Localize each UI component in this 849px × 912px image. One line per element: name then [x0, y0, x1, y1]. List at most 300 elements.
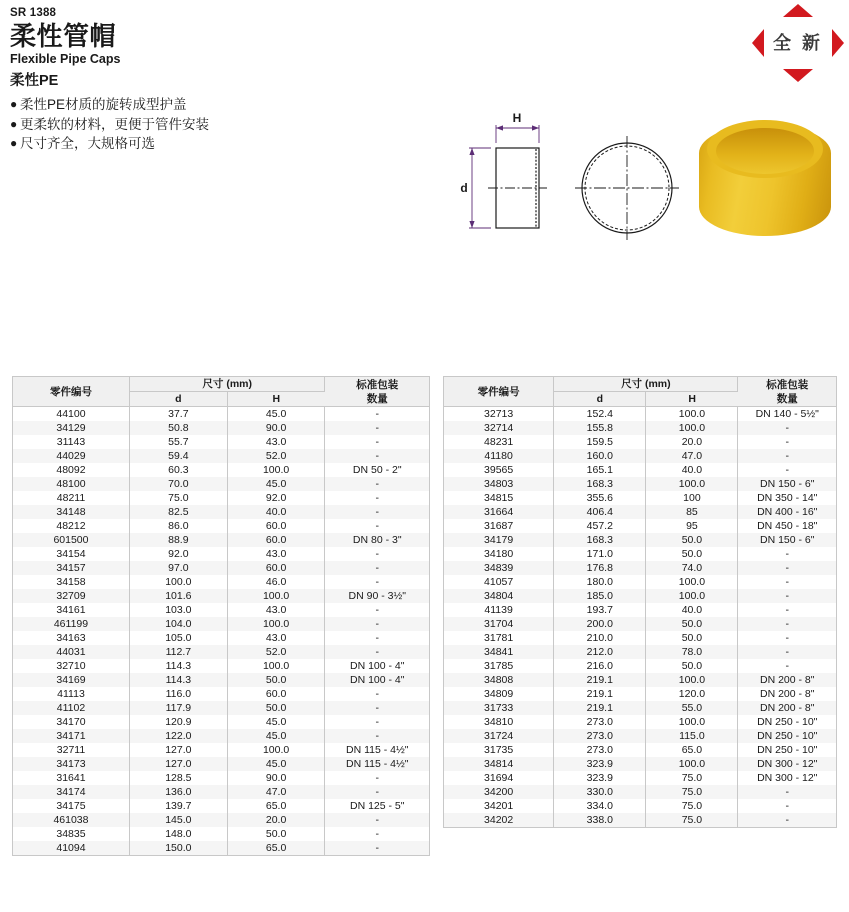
cell-dimension-d: 82.5 [129, 505, 227, 519]
cell-dimension-h: 120.0 [646, 687, 738, 701]
cap-interior [716, 128, 814, 174]
cell-part-number: 34808 [444, 673, 554, 687]
cell-part-number: 48231 [444, 435, 554, 449]
cell-part-number: 48100 [13, 477, 129, 491]
bullet-icon: ● [10, 136, 18, 150]
drawing-svg [455, 105, 685, 265]
cell-part-number: 34202 [444, 813, 554, 827]
cell-packaging-qty: - [738, 785, 836, 799]
cell-part-number: 34173 [13, 757, 129, 771]
table-body [444, 407, 836, 828]
feature-label: 柔性PE材质的旋转成型护盖 [20, 97, 187, 112]
cell-dimension-d: 127.0 [129, 743, 227, 757]
cell-dimension-d: 120.9 [129, 715, 227, 729]
cell-part-number: 34169 [13, 673, 129, 687]
cell-packaging-qty: - [325, 827, 429, 841]
h-arrow-right-icon [532, 125, 539, 130]
cell-packaging-qty: - [325, 435, 429, 449]
cell-part-number: 34841 [444, 645, 554, 659]
cell-dimension-h: 45.0 [227, 757, 325, 771]
cell-dimension-d: 122.0 [129, 729, 227, 743]
cell-dimension-d: 150.0 [129, 841, 227, 855]
cell-packaging-qty: DN 300 - 12" [738, 771, 836, 785]
table-row [13, 505, 429, 519]
cell-dimension-h: 100.0 [646, 575, 738, 589]
cell-part-number: 31704 [444, 617, 554, 631]
cell-dimension-d: 273.0 [554, 715, 646, 729]
cell-dimension-h: 75.0 [646, 771, 738, 785]
cell-dimension-d: 155.8 [554, 421, 646, 435]
packaging-line-1: 标准包装 [766, 378, 809, 391]
table-row [13, 421, 429, 435]
table-row [444, 785, 836, 799]
cell-packaging-qty: - [325, 813, 429, 827]
new-badge [750, 2, 846, 84]
cell-dimension-d: 406.4 [554, 505, 646, 519]
cell-part-number: 41094 [13, 841, 129, 855]
cell-dimension-d: 210.0 [554, 631, 646, 645]
table-body [13, 407, 429, 856]
cell-dimension-d: 273.0 [554, 743, 646, 757]
table-row [444, 505, 836, 519]
cell-packaging-qty: - [325, 449, 429, 463]
table-row [444, 617, 836, 631]
table-row [13, 477, 429, 491]
cell-dimension-d: 338.0 [554, 813, 646, 827]
cell-part-number: 31687 [444, 519, 554, 533]
cell-dimension-h: 20.0 [227, 813, 325, 827]
feature-list [10, 95, 490, 154]
cell-dimension-h: 40.0 [646, 463, 738, 477]
cell-dimension-h: 47.0 [227, 785, 325, 799]
cell-packaging-qty: - [325, 491, 429, 505]
col-header-part-number: 零件编号 [13, 377, 129, 407]
cell-dimension-d: 171.0 [554, 547, 646, 561]
cell-dimension-h: 78.0 [646, 645, 738, 659]
table-row [13, 673, 429, 687]
cell-dimension-h: 45.0 [227, 407, 325, 422]
cell-dimension-d: 148.0 [129, 827, 227, 841]
cell-packaging-qty: DN 350 - 14" [738, 491, 836, 505]
cell-part-number: 34157 [13, 561, 129, 575]
cell-part-number: 44031 [13, 645, 129, 659]
cell-part-number: 44029 [13, 449, 129, 463]
cell-packaging-qty: - [325, 687, 429, 701]
table-row [444, 435, 836, 449]
table-row [444, 743, 836, 757]
table-row [444, 547, 836, 561]
cell-dimension-d: 219.1 [554, 687, 646, 701]
cell-dimension-d: 50.8 [129, 421, 227, 435]
table-row [13, 561, 429, 575]
table-row [444, 407, 836, 422]
col-header-dimensions: 尺寸 (mm) [129, 377, 325, 392]
table-row [444, 421, 836, 435]
table-row [13, 771, 429, 785]
cell-dimension-d: 75.0 [129, 491, 227, 505]
feature-item [10, 115, 490, 135]
cell-dimension-d: 145.0 [129, 813, 227, 827]
cell-part-number: 34175 [13, 799, 129, 813]
cell-dimension-d: 152.4 [554, 407, 646, 422]
cell-dimension-h: 100.0 [646, 477, 738, 491]
cell-packaging-qty: DN 200 - 8" [738, 687, 836, 701]
table-row [13, 687, 429, 701]
cell-packaging-qty: - [738, 799, 836, 813]
cell-dimension-h: 65.0 [227, 841, 325, 855]
cell-packaging-qty: DN 115 - 4½" [325, 757, 429, 771]
cell-dimension-d: 112.7 [129, 645, 227, 659]
cell-packaging-qty: DN 115 - 4½" [325, 743, 429, 757]
cell-part-number: 32710 [13, 659, 129, 673]
cell-dimension-h: 50.0 [227, 701, 325, 715]
cell-dimension-d: 176.8 [554, 561, 646, 575]
table-row [13, 659, 429, 673]
table-row [13, 631, 429, 645]
cell-dimension-h: 65.0 [646, 743, 738, 757]
cell-dimension-d: 168.3 [554, 533, 646, 547]
col-header-part-number: 零件编号 [444, 377, 554, 407]
table-row [13, 533, 429, 547]
table-row [13, 785, 429, 799]
cell-dimension-h: 52.0 [227, 449, 325, 463]
cell-part-number: 34815 [444, 491, 554, 505]
table-row [444, 729, 836, 743]
triangle-up-icon [783, 4, 813, 17]
cell-dimension-h: 100.0 [646, 757, 738, 771]
table-row [13, 841, 429, 855]
cell-dimension-d: 168.3 [554, 477, 646, 491]
table-row [444, 645, 836, 659]
table-row [13, 813, 429, 827]
cell-packaging-qty: - [325, 645, 429, 659]
cell-dimension-d: 136.0 [129, 785, 227, 799]
table-row [444, 463, 836, 477]
cell-dimension-h: 60.0 [227, 687, 325, 701]
cell-part-number: 31733 [444, 701, 554, 715]
cell-part-number: 41180 [444, 449, 554, 463]
spec-table-right [443, 376, 837, 828]
table-row [13, 491, 429, 505]
cell-dimension-d: 101.6 [129, 589, 227, 603]
cell-part-number: 601500 [13, 533, 129, 547]
cell-packaging-qty: - [738, 645, 836, 659]
col-header-packaging [738, 377, 836, 407]
cell-dimension-d: 323.9 [554, 771, 646, 785]
table-row [444, 449, 836, 463]
cell-part-number: 34835 [13, 827, 129, 841]
cell-packaging-qty: - [738, 421, 836, 435]
cell-packaging-qty: DN 90 - 3½" [325, 589, 429, 603]
table-row [444, 687, 836, 701]
cell-part-number: 48211 [13, 491, 129, 505]
cell-part-number: 34814 [444, 757, 554, 771]
cell-packaging-qty: - [325, 771, 429, 785]
table-row [444, 771, 836, 785]
cell-dimension-d: 92.0 [129, 547, 227, 561]
cell-dimension-h: 46.0 [227, 575, 325, 589]
cell-part-number: 44100 [13, 407, 129, 422]
cell-dimension-h: 92.0 [227, 491, 325, 505]
cell-dimension-h: 50.0 [227, 827, 325, 841]
cell-packaging-qty: - [325, 505, 429, 519]
cell-dimension-h: 60.0 [227, 561, 325, 575]
page-title-en: Flexible Pipe Caps [10, 52, 121, 66]
table-row [13, 799, 429, 813]
table-row [13, 603, 429, 617]
cell-dimension-h: 60.0 [227, 519, 325, 533]
cell-packaging-qty: - [738, 449, 836, 463]
table-row [444, 589, 836, 603]
cell-packaging-qty: - [738, 547, 836, 561]
cell-dimension-d: 55.7 [129, 435, 227, 449]
table-row [444, 575, 836, 589]
cell-dimension-d: 100.0 [129, 575, 227, 589]
cell-dimension-d: 216.0 [554, 659, 646, 673]
cell-dimension-d: 180.0 [554, 575, 646, 589]
sr-code: SR 1388 [10, 7, 57, 19]
cell-dimension-h: 43.0 [227, 435, 325, 449]
cell-packaging-qty: DN 200 - 8" [738, 701, 836, 715]
table-row [13, 729, 429, 743]
cell-packaging-qty: - [325, 841, 429, 855]
col-header-dimensions: 尺寸 (mm) [554, 377, 738, 392]
cell-dimension-h: 100.0 [646, 421, 738, 435]
cell-part-number: 48092 [13, 463, 129, 477]
cell-packaging-qty: DN 80 - 3" [325, 533, 429, 547]
cell-part-number: 34170 [13, 715, 129, 729]
cell-part-number: 34154 [13, 547, 129, 561]
cell-dimension-h: 85 [646, 505, 738, 519]
cell-dimension-d: 70.0 [129, 477, 227, 491]
cell-packaging-qty: - [325, 407, 429, 422]
cell-part-number: 31724 [444, 729, 554, 743]
triangle-down-icon [783, 69, 813, 82]
cell-part-number: 461199 [13, 617, 129, 631]
table-row [444, 673, 836, 687]
cell-part-number: 34163 [13, 631, 129, 645]
table-row [444, 813, 836, 827]
table-row [444, 631, 836, 645]
cell-dimension-h: 45.0 [227, 715, 325, 729]
cell-dimension-h: 95 [646, 519, 738, 533]
cell-packaging-qty: DN 100 - 4" [325, 673, 429, 687]
cell-part-number: 48212 [13, 519, 129, 533]
technical-drawing [455, 105, 685, 265]
table-head [13, 377, 429, 407]
cell-dimension-h: 75.0 [646, 785, 738, 799]
table-row [13, 463, 429, 477]
cell-dimension-h: 100.0 [227, 589, 325, 603]
cell-part-number: 41057 [444, 575, 554, 589]
feature-label: 更柔软的材料，更便于管件安装 [20, 116, 209, 132]
table-row [444, 659, 836, 673]
cell-part-number: 39565 [444, 463, 554, 477]
cell-packaging-qty: DN 250 - 10" [738, 743, 836, 757]
table-row [13, 827, 429, 841]
product-photo [697, 116, 833, 244]
cell-packaging-qty: - [325, 701, 429, 715]
cell-dimension-h: 65.0 [227, 799, 325, 813]
packaging-line-2: 数量 [366, 392, 388, 405]
cell-packaging-qty: DN 100 - 4" [325, 659, 429, 673]
d-arrow-top-icon [469, 148, 474, 155]
table-row [444, 701, 836, 715]
cell-dimension-d: 37.7 [129, 407, 227, 422]
cell-packaging-qty: - [325, 575, 429, 589]
cell-packaging-qty: DN 400 - 16" [738, 505, 836, 519]
triangle-right-icon [832, 29, 844, 57]
feature-label: 尺寸齐全，大规格可选 [20, 136, 155, 151]
d-arrow-bottom-icon [469, 221, 474, 228]
packaging-line-1: 标准包装 [356, 378, 399, 391]
cell-packaging-qty: DN 150 - 6" [738, 477, 836, 491]
cell-part-number: 34179 [444, 533, 554, 547]
cell-dimension-d: 323.9 [554, 757, 646, 771]
cell-dimension-d: 114.3 [129, 659, 227, 673]
cell-part-number: 34158 [13, 575, 129, 589]
cell-part-number: 31664 [444, 505, 554, 519]
cell-part-number: 41113 [13, 687, 129, 701]
cell-dimension-h: 50.0 [646, 617, 738, 631]
cell-packaging-qty: DN 250 - 10" [738, 715, 836, 729]
cell-packaging-qty: DN 140 - 5½" [738, 407, 836, 422]
cell-part-number: 31694 [444, 771, 554, 785]
cell-part-number: 34174 [13, 785, 129, 799]
cell-part-number: 31143 [13, 435, 129, 449]
cell-part-number: 34803 [444, 477, 554, 491]
cell-part-number: 461038 [13, 813, 129, 827]
cell-dimension-d: 103.0 [129, 603, 227, 617]
page-title-cn: 柔性管帽 [10, 21, 117, 51]
table-row [444, 561, 836, 575]
table-row [444, 533, 836, 547]
bullet-icon: ● [10, 116, 18, 131]
cell-dimension-h: 60.0 [227, 533, 325, 547]
cell-part-number: 32711 [13, 743, 129, 757]
cell-dimension-d: 86.0 [129, 519, 227, 533]
cell-part-number: 34171 [13, 729, 129, 743]
cell-part-number: 31641 [13, 771, 129, 785]
cell-dimension-h: 50.0 [646, 659, 738, 673]
cell-dimension-d: 97.0 [129, 561, 227, 575]
cell-dimension-h: 90.0 [227, 771, 325, 785]
cell-dimension-h: 50.0 [646, 547, 738, 561]
cell-dimension-h: 45.0 [227, 477, 325, 491]
cell-dimension-h: 100.0 [227, 743, 325, 757]
col-header-d: d [554, 392, 646, 407]
cell-packaging-qty: - [738, 603, 836, 617]
cell-part-number: 32709 [13, 589, 129, 603]
cell-dimension-d: 139.7 [129, 799, 227, 813]
table-row [13, 435, 429, 449]
cell-packaging-qty: DN 450 - 18" [738, 519, 836, 533]
cell-packaging-qty: DN 250 - 10" [738, 729, 836, 743]
cell-part-number: 34201 [444, 799, 554, 813]
cell-dimension-h: 100.0 [646, 715, 738, 729]
page-subtitle: 柔性PE [10, 73, 59, 89]
cell-packaging-qty: DN 125 - 5" [325, 799, 429, 813]
cell-packaging-qty: - [325, 547, 429, 561]
cell-dimension-h: 74.0 [646, 561, 738, 575]
cell-dimension-d: 193.7 [554, 603, 646, 617]
cell-packaging-qty: - [738, 659, 836, 673]
cell-dimension-h: 75.0 [646, 799, 738, 813]
cell-dimension-h: 47.0 [646, 449, 738, 463]
cell-dimension-h: 45.0 [227, 729, 325, 743]
cell-packaging-qty: DN 200 - 8" [738, 673, 836, 687]
cell-dimension-d: 330.0 [554, 785, 646, 799]
cell-part-number: 34810 [444, 715, 554, 729]
col-header-d: d [129, 392, 227, 407]
table-head [444, 377, 836, 407]
cell-dimension-d: 117.9 [129, 701, 227, 715]
dim-d-label: d [460, 181, 468, 195]
cell-dimension-d: 273.0 [554, 729, 646, 743]
table-row [444, 799, 836, 813]
header-row-1 [444, 377, 836, 392]
cell-dimension-h: 43.0 [227, 547, 325, 561]
cell-packaging-qty: - [738, 617, 836, 631]
triangle-left-icon [752, 29, 764, 57]
cell-part-number: 34200 [444, 785, 554, 799]
cell-packaging-qty: - [738, 575, 836, 589]
cell-part-number: 34804 [444, 589, 554, 603]
cell-dimension-h: 50.0 [646, 533, 738, 547]
cell-dimension-h: 100.0 [646, 673, 738, 687]
cell-dimension-d: 165.1 [554, 463, 646, 477]
col-header-packaging [325, 377, 429, 407]
feature-item [10, 134, 490, 154]
cell-dimension-h: 100.0 [646, 589, 738, 603]
cell-packaging-qty: - [325, 715, 429, 729]
bullet-icon: ● [10, 97, 18, 111]
cell-dimension-d: 219.1 [554, 673, 646, 687]
cell-dimension-h: 100.0 [646, 407, 738, 422]
cell-part-number: 32713 [444, 407, 554, 422]
cell-dimension-h: 75.0 [646, 813, 738, 827]
cell-dimension-h: 50.0 [646, 631, 738, 645]
cell-dimension-d: 127.0 [129, 757, 227, 771]
cell-part-number: 41102 [13, 701, 129, 715]
table-row [13, 449, 429, 463]
cell-dimension-d: 334.0 [554, 799, 646, 813]
cell-packaging-qty: - [325, 477, 429, 491]
spec-table-left [12, 376, 430, 856]
cell-part-number: 34161 [13, 603, 129, 617]
cell-dimension-h: 43.0 [227, 603, 325, 617]
cell-dimension-h: 100.0 [227, 463, 325, 477]
cell-packaging-qty: - [738, 561, 836, 575]
packaging-line-2: 数量 [776, 392, 798, 405]
col-header-h: H [646, 392, 738, 407]
cell-dimension-d: 159.5 [554, 435, 646, 449]
table-row [13, 645, 429, 659]
new-badge-label: 全 新 [772, 33, 823, 53]
cell-dimension-d: 88.9 [129, 533, 227, 547]
cell-dimension-h: 20.0 [646, 435, 738, 449]
cell-packaging-qty: DN 150 - 6" [738, 533, 836, 547]
cell-packaging-qty: - [325, 617, 429, 631]
table-row [13, 519, 429, 533]
cell-part-number: 31785 [444, 659, 554, 673]
product-header [10, 6, 490, 154]
cell-dimension-d: 219.1 [554, 701, 646, 715]
cell-dimension-h: 100.0 [227, 617, 325, 631]
table-row [444, 757, 836, 771]
cell-packaging-qty: - [325, 603, 429, 617]
col-header-h: H [227, 392, 325, 407]
